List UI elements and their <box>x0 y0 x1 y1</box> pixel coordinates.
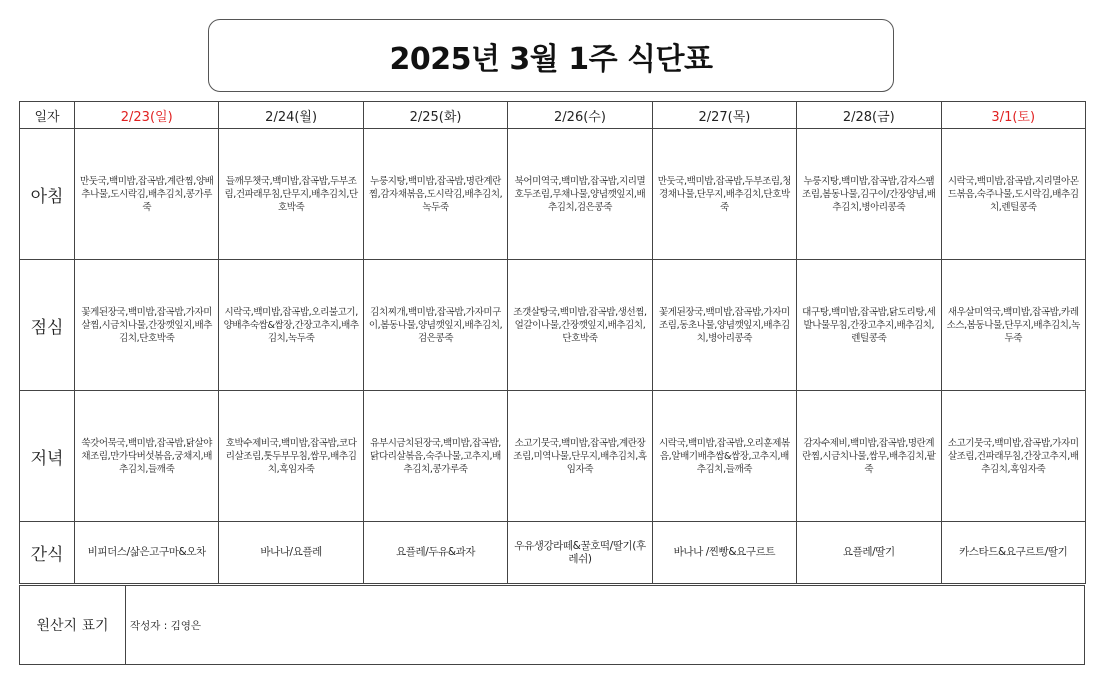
meal-cell: 들깨무챗국,백미밥,잡곡밥,두부조림,건파래무침,단무지,배추김치,단호박죽 <box>219 129 363 260</box>
meal-cell: 쑥갓어묵국,백미밥,잡곡밥,닭살야채조림,만가닥버섯볶음,궁채지,배추김치,들깨죽 <box>75 391 219 522</box>
snack-cell: 요플레/두유&과자 <box>363 522 507 584</box>
meal-cell: 대구탕,백미밥,잡곡밥,닭도리탕,세발나물무침,간장고추지,배추김치,렌틸콩죽 <box>797 260 941 391</box>
meal-cell: 만둣국,백미밥,잡곡밥,계란찜,양배추나물,도시락김,배추김치,콩가루죽 <box>75 129 219 260</box>
breakfast-row <box>20 129 1086 260</box>
lunch-row <box>20 260 1086 391</box>
meal-cell: 누룽지탕,백미밥,잡곡밥,명란계란찜,감자채볶음,도시락김,배추김치,녹두죽 <box>363 129 507 260</box>
meal-cell: 누룽지탕,백미밥,잡곡밥,감자스팸조림,봄동나물,김구이/간장양념,배추김치,병아리콩죽 <box>797 129 941 260</box>
day-header-0: 2/23(일) <box>75 102 219 129</box>
origin-row <box>20 586 1085 665</box>
meal-cell: 시락국,백미밥,잡곡밥,오리불고기,양배추숙쌈&쌈장,간장고추지,배추김치,녹두죽 <box>219 260 363 391</box>
meal-cell: 조갯살탕국,백미밥,잡곡밥,생선찜,얼갈이나물,간장깻잎지,배추김치,단호박죽 <box>508 260 652 391</box>
menu-table <box>19 101 1086 584</box>
date-header-label: 일자 <box>20 102 75 129</box>
snack-cell: 바나나/요플레 <box>219 522 363 584</box>
row-label-dinner: 저녁 <box>20 391 75 522</box>
meal-cell: 만둣국,백미밥,잡곡밥,두부조림,청경채나물,단무지,배추김치,단호박죽 <box>652 129 796 260</box>
meal-cell: 새우살미역국,백미밥,잡곡밥,카레소스,봄동나물,단무지,배추김치,녹두죽 <box>941 260 1085 391</box>
snack-cell: 카스타드&요구르트/딸기 <box>941 522 1085 584</box>
meal-cell: 감자수제비,백미밥,잡곡밥,명란계란찜,시금치나물,쌈무,배추김치,팥죽 <box>797 391 941 522</box>
snack-cell: 요플레/딸기 <box>797 522 941 584</box>
author-text: 작성자 : 김영은 <box>126 586 1085 665</box>
day-header-1: 2/24(월) <box>219 102 363 129</box>
meal-cell: 시락국,백미밥,잡곡밥,지리멸아몬드볶음,숙주나물,도시락김,배추김치,렌틸콩죽 <box>941 129 1085 260</box>
page-title: 2025년 3월 1주 식단표 <box>389 41 713 77</box>
day-header-5: 2/28(금) <box>797 102 941 129</box>
row-label-snack: 간식 <box>20 522 75 584</box>
header-row <box>20 102 1086 129</box>
meal-cell: 유부시금치된장국,백미밥,잡곡밥,닭다리살볶음,숙주나물,고추지,배추김치,콩가루죽 <box>363 391 507 522</box>
meal-cell: 북어미역국,백미밥,잡곡밥,지리멸호두조림,무채나물,양념깻잎지,배추김치,검은콩죽 <box>508 129 652 260</box>
meal-cell: 꽃게된장국,백미밥,잡곡밥,가자미살찜,시금치나물,간장깻잎지,배추김치,단호박죽 <box>75 260 219 391</box>
meal-cell: 꽃게된장국,백미밥,잡곡밥,가자미조림,동초나물,양념깻잎지,배추김치,병아리콩죽 <box>652 260 796 391</box>
dinner-row <box>20 391 1086 522</box>
meal-cell: 호박수제비국,백미밥,잡곡밥,코다리살조림,톳두부무침,쌈무,배추김치,흑임자죽 <box>219 391 363 522</box>
meal-cell: 소고기뭇국,백미밥,잡곡밥,계란장조림,미역나물,단무지,배추김치,흑임자죽 <box>508 391 652 522</box>
snack-cell: 바나나 /찐빵&요구르트 <box>652 522 796 584</box>
row-label-lunch: 점심 <box>20 260 75 391</box>
meal-cell: 소고기뭇국,백미밥,잡곡밥,가자미살조림,건파래무침,간장고추지,배추김치,흑임자죽 <box>941 391 1085 522</box>
row-label-breakfast: 아침 <box>20 129 75 260</box>
origin-table <box>19 585 1085 665</box>
day-header-6: 3/1(토) <box>941 102 1085 129</box>
day-header-3: 2/26(수) <box>508 102 652 129</box>
day-header-2: 2/25(화) <box>363 102 507 129</box>
snack-row <box>20 522 1086 584</box>
meal-cell: 김치찌개,백미밥,잡곡밥,가자미구이,봄동나물,양념깻잎지,배추김치,검은콩죽 <box>363 260 507 391</box>
snack-cell: 비피더스/삶은고구마&오차 <box>75 522 219 584</box>
day-header-4: 2/27(목) <box>652 102 796 129</box>
meal-cell: 시락국,백미밥,잡곡밥,오리훈제볶음,알배기배추쌈&쌈장,고추지,배추김치,들깨죽 <box>652 391 796 522</box>
origin-label: 원산지 표기 <box>20 586 126 665</box>
snack-cell: 우유생강라떼&꿀호떡/딸기(후레쉬) <box>508 522 652 584</box>
title-box <box>208 19 894 92</box>
